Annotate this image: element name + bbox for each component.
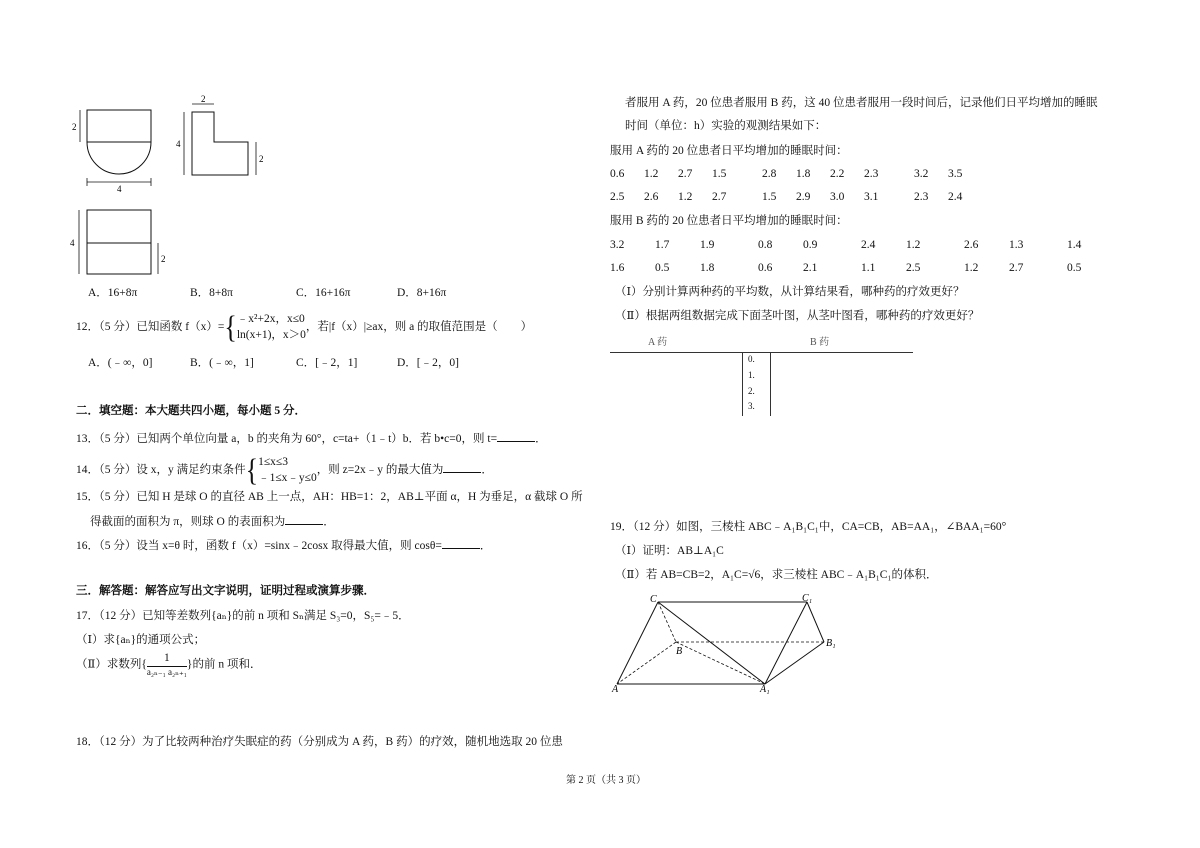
data-value: 2.5 xyxy=(610,191,625,203)
b-heading: 服用 B 药的 20 位患者日平均增加的睡眠时间： xyxy=(610,215,848,227)
data-value: 1.1 xyxy=(861,262,876,274)
a-row2 xyxy=(610,191,982,205)
q14-prefix: 14．（5 分）设 x，y 满足约束条件 xyxy=(76,464,246,477)
q11-option-a: A．16+8π xyxy=(88,287,138,299)
three-view-figure xyxy=(60,90,360,290)
prism-figure xyxy=(612,592,852,695)
data-value: 0.5 xyxy=(1067,262,1082,274)
data-value: 0.9 xyxy=(803,239,818,251)
q18-cont1: 者服用 A 药，20 位患者服用 B 药，这 40 位患者服用一段时间后，记录他们日平均增加的睡眠 xyxy=(625,97,1098,109)
label-a: A xyxy=(612,684,619,695)
data-value: 2.4 xyxy=(948,191,963,203)
stem-header-a: A 药 xyxy=(648,337,668,348)
front-view-rect xyxy=(87,110,151,142)
side-right-label: 2 xyxy=(259,154,264,164)
q19-line1: 19．（12 分）如图，三棱柱 ABC﹣A₁B₁C₁中，CA=CB，AB=AA₁，∠BAA₁=60° xyxy=(610,521,1007,533)
data-value: 0.6 xyxy=(610,168,625,180)
stem-2: 2. xyxy=(748,386,755,396)
data-value: 1.9 xyxy=(700,239,715,251)
data-value: 2.1 xyxy=(803,262,818,274)
data-value: 2.4 xyxy=(861,239,876,251)
data-value: 1.8 xyxy=(700,262,715,274)
q12-prefix: 12．（5 分）已知函数 f（x）= xyxy=(76,321,225,334)
data-value: 1.2 xyxy=(678,191,693,203)
label-c1: C₁ xyxy=(802,593,813,604)
stem-0: 0. xyxy=(748,354,755,364)
q14-case2: ﹣1≤x﹣y≤0 xyxy=(258,471,317,484)
data-value: 3.5 xyxy=(948,168,963,180)
data-value: 0.6 xyxy=(758,262,773,274)
q14: 14．（5 分）设 x，y 满足约束条件{ 1≤x≤3 ﹣1≤x﹣y≤0 ，则 z=2x﹣y 的最大值为 ． xyxy=(76,452,493,488)
front-width-label: 4 xyxy=(117,184,122,194)
q12-case2: ln(x+1)，x＞0 xyxy=(236,328,306,341)
q11-option-c: C．16+16π xyxy=(296,287,351,299)
data-value: 3.1 xyxy=(864,191,879,203)
top-right-label: 2 xyxy=(161,254,166,264)
data-value: 1.2 xyxy=(906,239,921,251)
stem-leaf-table xyxy=(610,337,915,417)
q17-frac-num: 1 xyxy=(147,652,187,667)
data-value: 1.8 xyxy=(796,168,811,180)
q12-option-c: C．[﹣2，1] xyxy=(296,357,358,369)
q15-line2-text: 得截面的面积为 π，则球 O 的表面积为 xyxy=(90,516,286,528)
data-value: 1.6 xyxy=(610,262,625,274)
q15-line2: 得截面的面积为 π，则球 O 的表面积为 ． xyxy=(90,516,335,528)
q17-line1: 17．（12 分）已知等差数列{aₙ}的前 n 项和 Sₙ满足 S₃=0，S₅=﹣5． xyxy=(76,610,410,622)
data-value: 2.9 xyxy=(796,191,811,203)
data-value: 2.6 xyxy=(964,239,979,251)
label-a1: A₁ xyxy=(760,684,770,695)
q14-blank xyxy=(443,463,481,473)
data-value: 1.5 xyxy=(712,168,727,180)
front-view-semicircle xyxy=(87,142,151,174)
q11-option-d: D．8+16π xyxy=(397,287,447,299)
q11-option-b: B．8+8π xyxy=(190,287,233,299)
q12-case1: ﹣x²+2x，x≤0 xyxy=(236,313,305,325)
q17-fraction xyxy=(147,652,187,678)
b-row2 xyxy=(610,262,1112,276)
q14-brace: { xyxy=(245,452,259,488)
q15-blank xyxy=(285,515,323,525)
q18-part1: （Ⅰ）分别计算两种药的平均数，从计算结果看，哪种药的疗效更好？ xyxy=(615,286,965,298)
q12-option-b: B．(﹣∞，1] xyxy=(190,357,254,369)
q16: 16．（5 分）设当 x=θ 时，函数 f（x）=sinx﹣2cosx 取得最大值，则 cosθ= ． xyxy=(76,540,492,552)
side-top-label: 2 xyxy=(201,94,206,104)
data-value: 2.7 xyxy=(712,191,727,203)
q14-suffix: ，则 z=2x﹣y 的最大值为 xyxy=(316,464,444,477)
data-value: 2.5 xyxy=(906,262,921,274)
page-footer: 第 2 页（共 3 页） xyxy=(566,775,646,786)
q17-part1: （Ⅰ）求{aₙ}的通项公式； xyxy=(76,634,206,646)
top-height-label: 4 xyxy=(70,238,75,248)
data-value: 1.2 xyxy=(964,262,979,274)
data-value: 0.8 xyxy=(758,239,773,251)
q19-part1: （Ⅰ）证明：AB⊥A₁C xyxy=(615,545,724,557)
q19-part2: （Ⅱ）若 AB=CB=2，A₁C=√6，求三棱柱 ABC﹣A₁B₁C₁的体积． xyxy=(615,569,938,581)
data-value: 1.7 xyxy=(655,239,670,251)
data-value: 2.3 xyxy=(914,191,929,203)
side-view-lshape xyxy=(192,112,248,175)
top-view-rect xyxy=(87,210,151,274)
q17-part2-prefix: （Ⅱ）求数列{ xyxy=(76,658,147,671)
data-value: 1.5 xyxy=(762,191,777,203)
data-value: 3.2 xyxy=(914,168,929,180)
q18-line1: 18．（12 分）为了比较两种治疗失眠症的药（分别成为 A 药，B 药）的疗效，随机地选取 20 位患 xyxy=(76,736,563,748)
q18-part2: （Ⅱ）根据两组数据完成下面茎叶图，从茎叶图看，哪种药的疗效更好？ xyxy=(615,310,980,322)
data-value: 2.6 xyxy=(644,191,659,203)
label-b1: B₁ xyxy=(826,638,836,649)
q14-cases xyxy=(258,455,317,486)
section3-heading: 三．解答题：解答应写出文字说明，证明过程或演算步骤． xyxy=(76,585,375,597)
a-row1 xyxy=(610,168,982,182)
label-b: B xyxy=(676,646,683,657)
stem-3: 3. xyxy=(748,401,755,411)
q12-suffix: ，若|f（x）|≥ax，则 a 的取值范围是（ ） xyxy=(305,321,533,334)
data-value: 2.3 xyxy=(864,168,879,180)
q17-part2-suffix: }的前 n 项和． xyxy=(186,658,262,671)
q12-option-d: D．[﹣2，0] xyxy=(397,357,459,369)
data-value: 3.0 xyxy=(830,191,845,203)
q13: 13．（5 分）已知两个单位向量 a，b 的夹角为 60°，c=ta+（1﹣t）b．若 b•c=0，则 t= ． xyxy=(76,433,547,445)
front-height-label: 2 xyxy=(72,122,77,132)
data-value: 2.2 xyxy=(830,168,845,180)
data-value: 2.7 xyxy=(1009,262,1024,274)
q16-text: 16．（5 分）设当 x=θ 时，函数 f（x）=sinx﹣2cosx 取得最大值，则 cosθ= xyxy=(76,540,442,552)
q15-line1: 15．（5 分）已知 H 是球 O 的直径 AB 上一点，AH：HB=1：2，AB⊥平面 α，H 为垂足，α 截球 O 所 xyxy=(76,491,583,503)
stem-header-b: B 药 xyxy=(810,337,830,348)
stem-1: 1. xyxy=(748,370,755,380)
q17-part2 xyxy=(76,652,261,678)
a-heading: 服用 A 药的 20 位患者日平均增加的睡眠时间： xyxy=(610,145,848,157)
section2-heading: 二．填空题：本大题共四小题，每小题 5 分． xyxy=(76,405,306,417)
data-value: 1.4 xyxy=(1067,239,1082,251)
q13-blank xyxy=(497,432,535,442)
q12-stem xyxy=(76,309,533,345)
b-row1 xyxy=(610,239,1112,253)
data-value: 1.3 xyxy=(1009,239,1024,251)
label-c: C xyxy=(650,594,657,605)
q12-cases xyxy=(237,312,306,343)
side-height-label: 4 xyxy=(176,139,181,149)
q12-option-a: A．(﹣∞，0] xyxy=(88,357,153,369)
data-value: 2.7 xyxy=(678,168,693,180)
data-value: 0.5 xyxy=(655,262,670,274)
q18-cont2: 时间（单位：h）实验的观测结果如下： xyxy=(625,120,827,132)
data-value: 1.2 xyxy=(644,168,659,180)
q12-brace: { xyxy=(224,309,237,345)
q17-frac-den: a₂ₙ₋₁ a₂ₙ₊₁ xyxy=(146,666,187,677)
stem-divider-left xyxy=(742,352,743,416)
data-value: 3.2 xyxy=(610,239,625,251)
q13-text: 13．（5 分）已知两个单位向量 a，b 的夹角为 60°，c=ta+（1﹣t）b．若 b•c=0，则 t= xyxy=(76,433,498,445)
q14-case1: 1≤x≤3 xyxy=(258,456,288,468)
q16-blank xyxy=(442,539,480,549)
stem-divider-right xyxy=(770,352,771,416)
stem-table-header-line xyxy=(610,352,913,353)
data-value: 2.8 xyxy=(762,168,777,180)
